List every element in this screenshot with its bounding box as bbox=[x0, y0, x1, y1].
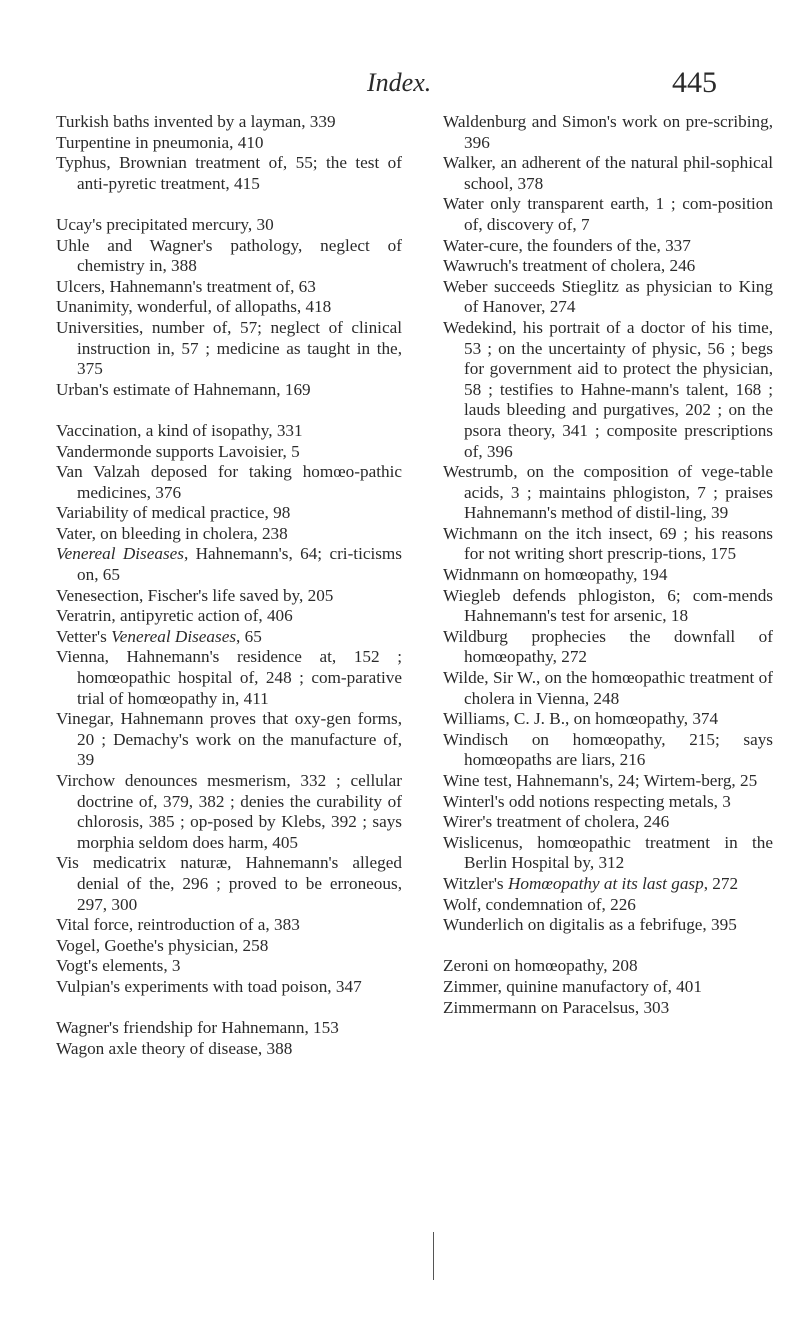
index-entry: Wagner's friendship for Hahnemann, 153 bbox=[56, 1018, 339, 1038]
index-entry: Vetter's Venereal Diseases, 65 bbox=[56, 626, 262, 646]
index-entry: Ulcers, Hahnemann's treatment of, 63 bbox=[56, 276, 316, 296]
index-entry: Typhus, Brownian treatment of, 55; the test of anti-pyretic treatment, 415 bbox=[56, 153, 402, 193]
index-entry: Vital force, reintroduction of a, 383 bbox=[56, 915, 300, 935]
index-entry: Wirer's treatment of cholera, 246 bbox=[443, 812, 670, 832]
index-entry: Wunderlich on digitalis as a febrifuge, 395 bbox=[443, 915, 737, 935]
index-entry: Wildburg prophecies the downfall of homœopathy, 272 bbox=[443, 626, 773, 667]
index-entry: Uhle and Wagner's pathology, neglect of chemistry in, 388 bbox=[56, 235, 402, 276]
index-entry: Vandermonde supports Lavoisier, 5 bbox=[56, 441, 300, 461]
index-entry: Vaccination, a kind of isopathy, 331 bbox=[56, 420, 303, 440]
index-entry: Zimmer, quinine manufactory of, 401 bbox=[443, 976, 702, 996]
index-entry: Walker, an adherent of the natural phil-sophical school, 378 bbox=[443, 153, 773, 193]
index-entry: Virchow denounces mesmerism, 332 ; cellular doctrine of, 379, 382 ; denies the curability of chlorosis, 385 ; op-posed by Klebs, 392 ; says morphia seldom does harm, 405 bbox=[56, 771, 402, 852]
running-title: Index. bbox=[367, 68, 432, 97]
index-entry: Venesection, Fischer's life saved by, 205 bbox=[56, 585, 334, 605]
index-entry: Vinegar, Hahnemann proves that oxy-gen forms, 20 ; Demachy's work on the manufacture of, 39 bbox=[56, 709, 402, 770]
index-entry: Water-cure, the founders of the, 337 bbox=[443, 235, 691, 255]
index-entry: Vogel, Goethe's physician, 258 bbox=[56, 935, 269, 955]
index-entry: Zeroni on homœopathy, 208 bbox=[443, 956, 638, 976]
index-entry: Vulpian's experiments with toad poison, 347 bbox=[56, 976, 362, 996]
index-entry: Unanimity, wonderful, of allopaths, 418 bbox=[56, 297, 332, 317]
page-number: 445 bbox=[672, 66, 717, 99]
index-entry: Wichmann on the itch insect, 69 ; his reasons for not writing short prescrip-tions, 175 bbox=[443, 523, 773, 564]
index-entry: Vogt's elements, 3 bbox=[56, 956, 181, 976]
index-entry: Winterl's odd notions respecting metals, 3 bbox=[443, 791, 731, 811]
index-entry: Widnmann on homœopathy, 194 bbox=[443, 565, 668, 585]
index-entry: Weber succeeds Stieglitz as physician to King of Hanover, 274 bbox=[443, 276, 773, 317]
index-group bbox=[443, 956, 773, 1018]
index-group bbox=[56, 112, 402, 194]
index-entry: Universities, number of, 57; neglect of clinical instruction in, 57 ; medicine as taught in the, 375 bbox=[56, 317, 402, 379]
index-entry: Wawruch's treatment of cholera, 246 bbox=[443, 256, 696, 276]
index-entry: Wiegleb defends phlogiston, 6; com-mends Hahnemann's test for arsenic, 18 bbox=[443, 585, 773, 626]
index-entry: Turpentine in pneumonia, 410 bbox=[56, 132, 264, 152]
index-column-right bbox=[443, 112, 773, 1039]
index-entry: Turkish baths invented by a layman, 339 bbox=[56, 112, 336, 131]
index-entry: Wolf, condemnation of, 226 bbox=[443, 894, 636, 914]
index-group bbox=[443, 112, 773, 936]
index-entry: Wislicenus, homœopathic treatment in the Berlin Hospital by, 312 bbox=[443, 832, 773, 873]
index-entry: Urban's estimate of Hahnemann, 169 bbox=[56, 379, 311, 399]
index-entry: Wine test, Hahnemann's, 24; Wirtem-berg, 25 bbox=[443, 771, 758, 790]
index-entry: Water only transparent earth, 1 ; com-position of, discovery of, 7 bbox=[443, 194, 773, 234]
index-entry: Ucay's precipitated mercury, 30 bbox=[56, 214, 274, 234]
index-group bbox=[56, 215, 402, 400]
index-entry: Vienna, Hahnemann's residence at, 152 ; homœopathic hospital of, 248 ; com-parative trial of homœopathy in, 411 bbox=[56, 647, 402, 708]
index-entry: Windisch on homœopathy, 215; says homœopaths are liars, 216 bbox=[443, 729, 773, 770]
index-entry: Van Valzah deposed for taking homœo-pathic medicines, 376 bbox=[56, 462, 402, 502]
index-entry: Waldenburg and Simon's work on pre-scribing, 396 bbox=[443, 112, 773, 152]
index-entry: Westrumb, on the composition of vege-table acids, 3 ; maintains phlogiston, 7 ; praises Hahnemann's method of distil-ling, 39 bbox=[443, 462, 773, 523]
index-entry: Witzler's Homœopathy at its last gasp, 272 bbox=[443, 873, 739, 893]
column-rule bbox=[433, 1232, 434, 1280]
index-entry: Wilde, Sir W., on the homœopathic treatment of cholera in Vienna, 248 bbox=[443, 668, 773, 708]
index-entry: Williams, C. J. B., on homœopathy, 374 bbox=[443, 709, 719, 729]
index-entry: Veratrin, antipyretic action of, 406 bbox=[56, 606, 293, 626]
page-header bbox=[0, 68, 800, 108]
index-column-left bbox=[56, 112, 402, 1080]
index-entry: Wedekind, his portrait of a doctor of his time, 53 ; on the uncertainty of physic, 56 ; begs for government aid to protect the physician, 58 ; testifies to Hahne-mann's talent, 168 ; lauds bleeding and purgatives, 202 ; on the psora theory, 341 ; composite prescriptions of, 396 bbox=[443, 317, 773, 461]
index-group bbox=[56, 421, 402, 998]
index-entry: Variability of medical practice, 98 bbox=[56, 503, 291, 523]
index-entry: Vater, on bleeding in cholera, 238 bbox=[56, 523, 288, 543]
index-entry: Zimmermann on Paracelsus, 303 bbox=[443, 997, 670, 1017]
index-entry: Venereal Diseases, Hahnemann's, 64; cri-ticisms on, 65 bbox=[56, 544, 402, 585]
index-entry: Wagon axle theory of disease, 388 bbox=[56, 1038, 293, 1058]
index-group bbox=[56, 1018, 402, 1059]
index-entry: Vis medicatrix naturæ, Hahnemann's alleged denial of the, 296 ; proved to be erroneous, 297, 300 bbox=[56, 853, 402, 914]
